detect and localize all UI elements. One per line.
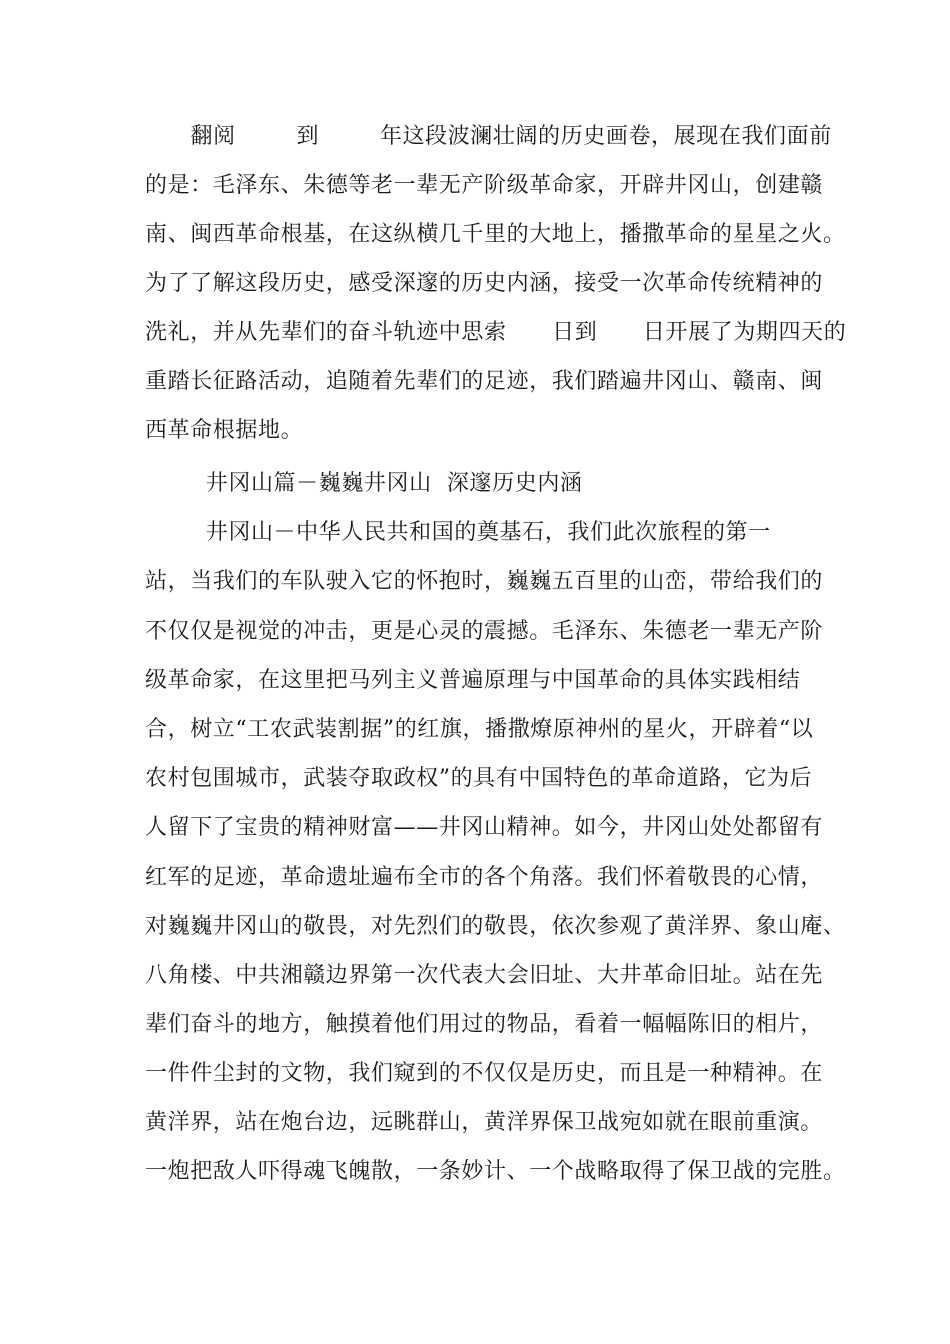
paragraph-line: 合，树立“工农武装割据”的红旗，播撒燎原神州的星火，开辟着“以 bbox=[145, 717, 814, 742]
paragraph-line: 一件件尘封的文物，我们窥到的不仅仅是历史，而且是一种精神。在 bbox=[145, 1061, 824, 1086]
paragraph-line: 黄洋界，站在炮台边，远眺群山，黄洋界保卫战宛如就在眼前重演。 bbox=[145, 1110, 824, 1135]
paragraph-line: 南、闽西革命根基，在这纵横几千里的大地上，播撒革命的星星之火。 bbox=[145, 222, 846, 247]
section-heading: 井冈山篇－巍巍井冈山 深邃历史内涵 bbox=[145, 471, 583, 496]
paragraph-line: 西革命根据地。 bbox=[145, 418, 304, 443]
paragraph-line: 人留下了宝贵的精神财富——井冈山精神。如今，井冈山处处都留有 bbox=[145, 815, 824, 840]
paragraph-line: 为了了解这段历史，感受深邃的历史内涵，接受一次革命传统精神的 bbox=[145, 271, 824, 296]
paragraph-line: 一炮把敌人吓得魂飞魄散，一条妙计、一个战略取得了保卫战的完胜。 bbox=[145, 1159, 846, 1184]
paragraph-line: 级革命家，在这里把马列主义普遍原理与中国革命的具体实践相结 bbox=[145, 668, 801, 693]
paragraph-line: 红军的足迹，革命遗址遍布全市的各个角落。我们怀着敬畏的心情， bbox=[145, 865, 824, 890]
paragraph-line: 不仅仅是视觉的冲击，更是心灵的震撼。毛泽东、朱德老一辈无产阶 bbox=[145, 619, 824, 644]
paragraph-line: 井冈山－中华人民共和国的奠基石，我们此次旅程的第一 bbox=[145, 520, 771, 545]
paragraph-line: 八角楼、中共湘赣边界第一次代表大会旧址、大井革命旧址。站在先 bbox=[145, 963, 824, 988]
paragraph-line: 的是：毛泽东、朱德等老一辈无产阶级革命家，开辟井冈山，创建赣 bbox=[145, 173, 824, 198]
paragraph-line: 对巍巍井冈山的敬畏，对先烈们的敬畏，依次参观了黄洋界、象山庵、 bbox=[145, 914, 846, 939]
paragraph-line: 辈们奋斗的地方，触摸着他们用过的物品，看着一幅幅陈旧的相片， bbox=[145, 1012, 824, 1037]
paragraph-line: 重踏长征路活动，追随着先辈们的足迹，我们踏遍井冈山、赣南、闽 bbox=[145, 369, 824, 394]
paragraph-line: 站，当我们的车队驶入它的怀抱时，巍巍五百里的山峦，带给我们的 bbox=[145, 569, 824, 594]
paragraph-line: 农村包围城市，武装夺取政权”的具有中国特色的革命道路，它为后 bbox=[145, 766, 813, 791]
paragraph-line: 翻阅 到 年这段波澜壮阔的历史画卷，展现在我们面前 bbox=[145, 124, 832, 149]
paragraph-line: 洗礼，并从先辈们的奋斗轨迹中思索 日到 日开展了为期四天的 bbox=[145, 320, 847, 345]
